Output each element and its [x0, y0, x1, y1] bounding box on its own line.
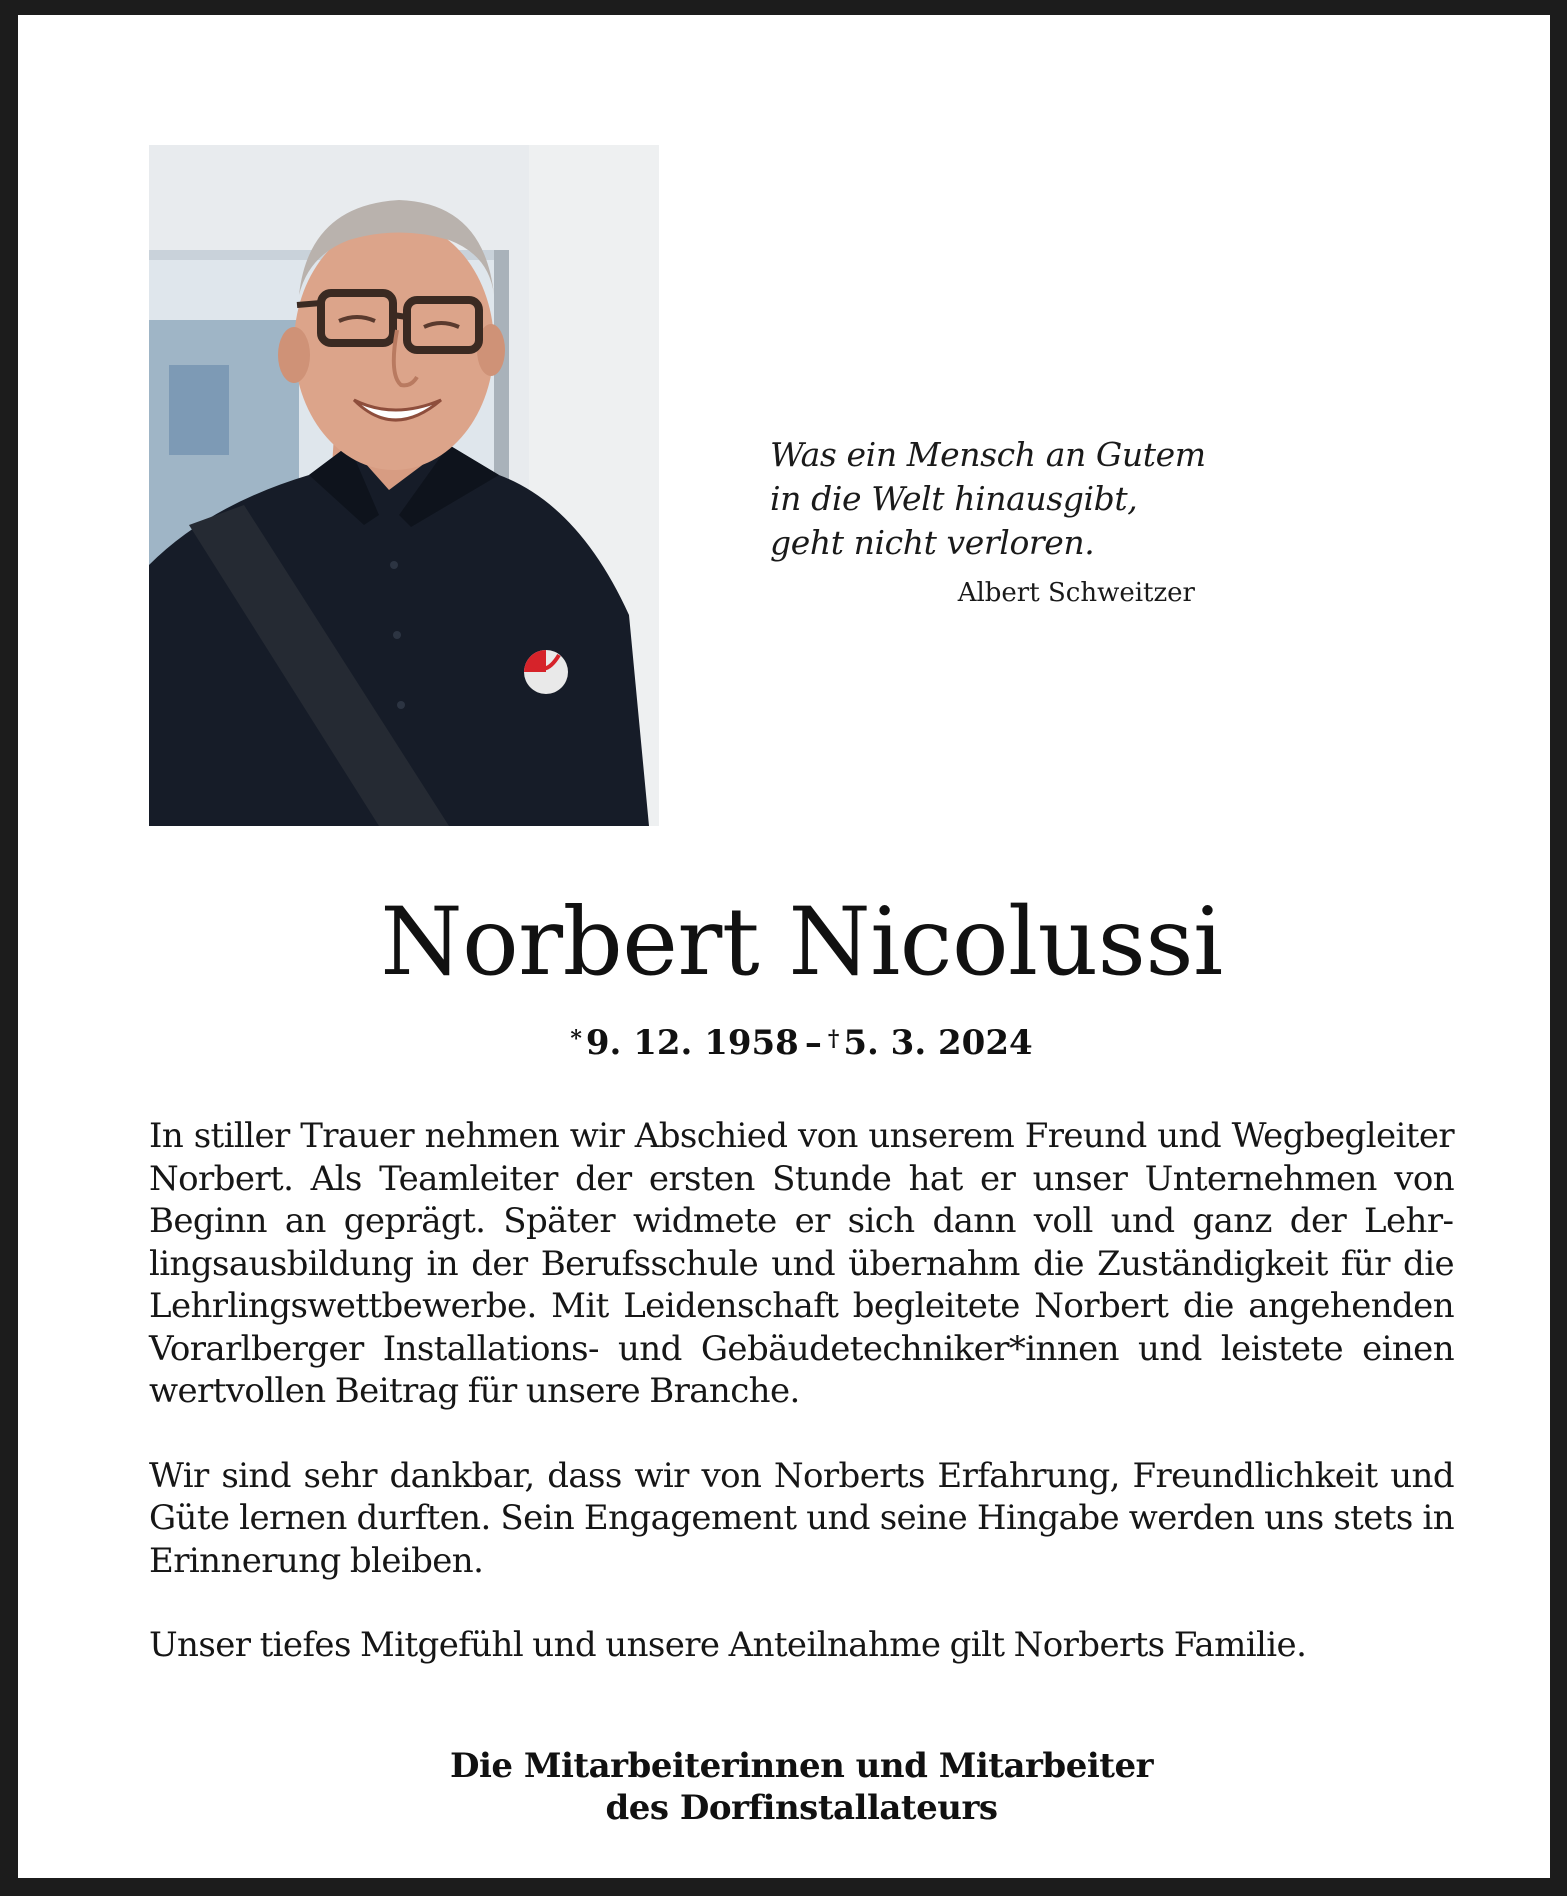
date-separator: – [804, 1023, 822, 1063]
death-symbol: † [827, 1026, 840, 1052]
signature [18, 1745, 1567, 1829]
obituary-paragraph: In stiller Trauer nehmen wir Abschied von unserem Freund und Wegbegleiter Norbert. Als Teamleiter der ersten Stunde hat er unser Unternehmen von Beginn an geprägt. Später widmete er sich dann voll und ganz der Lehrlingsausbildung in der Berufsschule und übernahm die Zuständigkeit für die Lehrlingswettbewerbe. Mit Leidenschaft begleitete Norbert die angehenden Vorarlberger Installations- und Gebäudetechniker*innen und leistete einen wertvollen Beitrag für unsere Branche. [149, 1116, 1454, 1411]
quote-author: Albert Schweitzer [957, 578, 1195, 608]
signature-line: Die Mitarbeiterinnen und Mitarbeiter [449, 1746, 1153, 1786]
birth-symbol: * [570, 1026, 582, 1052]
death-date: 5. 3. 2024 [843, 1023, 1033, 1063]
deceased-name: Norbert Nicolussi [380, 888, 1223, 997]
life-dates [18, 1015, 1567, 1071]
signature-line: des Dorfinstallateurs [605, 1788, 998, 1828]
memorial-quote [770, 433, 1210, 613]
obituary-paragraph: Wir sind sehr dankbar, dass wir von Norberts Erfahrung, Freundlichkeit und Güte lernen durften. Sein Engagement und seine Hingabe werden uns stets in Erinnerung bleiben. [149, 1455, 1454, 1581]
obituary-paragraph: Unser tiefes Mitgefühl und unsere Anteilnahme gilt Norberts Familie. [149, 1625, 1307, 1665]
quote-line: in die Welt hinausgibt, [770, 479, 1138, 518]
obituary-text [149, 1115, 1454, 1709]
portrait-photo [149, 145, 659, 826]
quote-line: Was ein Mensch an Gutem [770, 435, 1206, 474]
quote-line: geht nicht verloren. [770, 523, 1095, 562]
birth-date: 9. 12. 1958 [585, 1023, 799, 1063]
portrait-illustration [149, 145, 659, 826]
shirt-logo-icon [524, 650, 568, 694]
